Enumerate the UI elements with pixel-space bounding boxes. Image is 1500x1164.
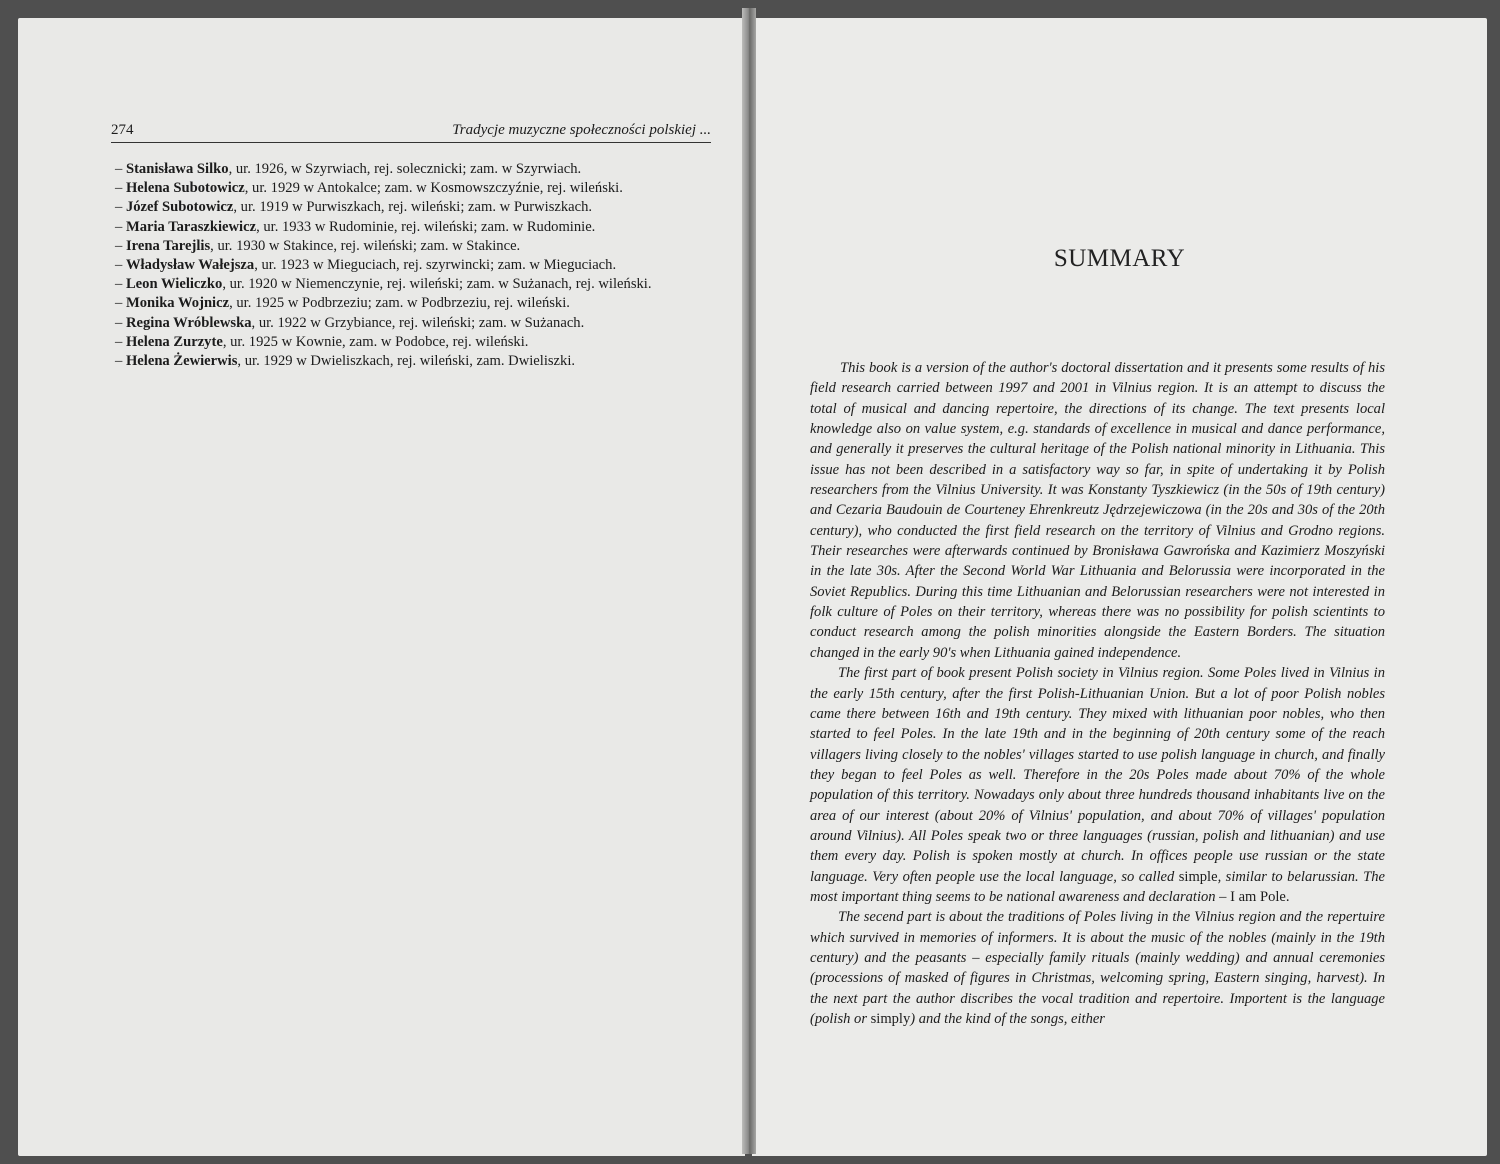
informant-details: , ur. 1933 w Rudominie, rej. wileński; zam. w Rudominie.	[256, 218, 596, 235]
informant-entry: – Regina Wróblewska, ur. 1922 w Grzybiance, rej. wileński; zam. w Sużanach.	[115, 314, 585, 331]
right-page	[752, 18, 1487, 1156]
informant-details: , ur. 1923 w Mieguciach, rej. szyrwincki; zam. w Mieguciach.	[254, 257, 617, 274]
informant-details: , ur. 1919 w Purwiszkach, rej. wileński; zam. w Purwiszkach.	[233, 199, 593, 216]
informant-entry: – Józef Subotowicz, ur. 1919 w Purwiszkach, rej. wileński; zam. w Purwiszkach.	[115, 199, 593, 216]
page-number: 274	[111, 122, 134, 138]
summary-heading: SUMMARY	[1053, 245, 1186, 272]
informant-entry: – Władysław Wałejsza, ur. 1923 w Mieguciach, rej. szyrwincki; zam. w Mieguciach.	[115, 257, 617, 274]
summary-segment: This book is a version of the author's doctoral dissertation and it presents some results of his field research carried between 1997 and 2001 in Vilnius region. It is an attempt to discuss the total of musical and dancing repertoire, the directions of its change. The text presents local knowledge also on value system, e.g. standards of excellence in musical and dance performance, and generally it preserves the cultural heritage of the Polish national minority in Lithuania. This issue has not been described in a satisfactory way so far, in spite of undertaking it by Polish researchers from the Vilnius University. It was Konstanty Tyszkiewicz (in the 50s of 19th century) and Cezaria Baudouin de Courteney Ehrenkreutz Jędrzejewiczowa (in the 20s and 30s of the 20th century), who conducted the first field research on the territory of Vilnius and Grodno regions. Their researches were afterwards continued by Bronisława Gawrońska and Kazimierz Moszyński in the late 30s. After the Second World War Lithuania and Belorussia were incorporated in the Soviet Republics. During this time Lithuanian and Belorussian researchers were not interested in folk culture of Poles on their territory, whereas there was no possibility for polish scientints to conduct research among the polish minorities alongside the Eastern Borders. The situation changed in the early 90's when Lithuania gained independence.	[810, 360, 1385, 661]
informant-name: Stanisława Silko	[125, 161, 229, 177]
summary-segment: simple	[1178, 868, 1218, 885]
left-page	[18, 18, 745, 1156]
informant-entry: – Irena Tarejlis, ur. 1930 w Stakince, rej. wileński; zam. w Stakince.	[115, 237, 521, 254]
informant-entry: – Helena Zurzyte, ur. 1925 w Kownie, zam. w Podobce, rej. wileński.	[115, 333, 529, 350]
summary-segment: ) and the kind of the songs, either	[910, 1011, 1105, 1027]
summary-segment: simply	[870, 1011, 911, 1027]
informant-name: Leon Wieliczko	[125, 276, 223, 293]
informant-details: , ur. 1920 w Niemenczynie, rej. wileński; zam. w Sużanach, rej. wileński.	[222, 276, 652, 293]
informant-entry: – Maria Taraszkiewicz, ur. 1933 w Rudominie, rej. wileński; zam. w Rudominie.	[115, 218, 596, 235]
informant-entry: – Monika Wojnicz, ur. 1925 w Podbrzeziu; zam. w Podbrzeziu, rej. wileński.	[115, 295, 570, 312]
summary-paragraph	[810, 907, 1385, 1029]
informant-details: , ur. 1925 w Podbrzeziu; zam. w Podbrzeziu, rej. wileński.	[229, 295, 570, 312]
informant-details: , ur. 1929 w Dwieliszkach, rej. wileński, zam. Dwieliszki.	[237, 353, 576, 370]
informant-details: , ur. 1929 w Antokalce; zam. w Kosmowszczyźnie, rej. wileński.	[244, 180, 623, 197]
informant-details: , ur. 1926, w Szyrwiach, rej. solecznicki; zam. w Szyrwiach.	[228, 161, 582, 177]
summary-segment: The secend part is about the traditions of Poles living in the Vilnius region and the repertuire which survived in memories of informers. It is about the music of the nobles (mainly in the 19th century) and the peasants – especially family rituals (mainly wedding) and annual ceremonies (processions of masked of figures in Christmas, welcoming spring, Eastern singing, harvest). In the next part the author discribes the vocal tradition and repertoire. Importent is the language (polish or	[810, 909, 1385, 1027]
informant-list	[115, 160, 725, 371]
informant-name: Regina Wróblewska	[125, 314, 252, 331]
informant-entry: – Leon Wieliczko, ur. 1920 w Niemenczynie, rej. wileński; zam. w Sużanach, rej. wileński.	[115, 276, 652, 293]
informant-details: , ur. 1922 w Grzybiance, rej. wileński; zam. w Sużanach.	[251, 314, 585, 331]
informant-entry: – Helena Żewierwis, ur. 1929 w Dwieliszkach, rej. wileński, zam. Dwieliszki.	[115, 353, 576, 370]
informant-details: , ur. 1930 w Stakince, rej. wileński; zam. w Stakince.	[210, 237, 521, 254]
summary-segment: , similar to belarussian. The most important thing seems to be national awareness and declaration –	[810, 868, 1385, 905]
summary-text	[810, 358, 1385, 1029]
running-title: Tradycje muzyczne społeczności polskiej ...	[452, 122, 711, 138]
summary-paragraph	[810, 358, 1385, 663]
informant-name: Helena Subotowicz	[125, 180, 245, 197]
informant-name: Władysław Wałejsza	[125, 257, 255, 274]
summary-paragraph	[810, 663, 1385, 907]
informant-name: Helena Żewierwis	[125, 353, 238, 370]
informant-name: Monika Wojnicz	[125, 295, 230, 312]
informant-name: Józef Subotowicz	[125, 199, 234, 216]
informant-name: Helena Zurzyte	[125, 333, 223, 350]
summary-segment: I am Pole.	[1230, 888, 1290, 905]
informant-name: Maria Taraszkiewicz	[125, 218, 257, 235]
informant-details: , ur. 1925 w Kownie, zam. w Podobce, rej. wileński.	[222, 333, 529, 350]
summary-segment: The first part of book present Polish society in Vilnius region. Some Poles lived in Vilnius in the early 15th century, after the first Polish-Lithuanian Union. But a lot of poor Polish nobles came there between 16th and 19th century. They mixed with lithuanian poor nobles, who then started to feel Poles. In the late 19th and in the beginning of 20th century some of the reach villagers living closely to the nobles' villages started to use polish language in church, and finally they began to feel Poles as well. Therefore in the 20s Poles made about 70% of the whole population of this territory. Nowadays only about three hundreds thousand inhabitants live on the area of our interest (about 20% of Vilnius' population, and about 70% of villages' population around Vilnius). All Poles speak two or three languages (russian, polish and lithuanian) and use them every day. Polish is spoken mostly at church. In offices people use russian or the state language. Very often people use the local language, so called	[810, 665, 1385, 885]
informant-entry: – Helena Subotowicz, ur. 1929 w Antokalce; zam. w Kosmowszczyźnie, rej. wileński.	[115, 180, 623, 197]
informant-name: Irena Tarejlis	[125, 237, 211, 254]
informant-entry: – Stanisława Silko, ur. 1926, w Szyrwiach, rej. solecznicki; zam. w Szyrwiach.	[115, 161, 582, 177]
page-header	[111, 120, 711, 143]
book-gutter	[742, 8, 756, 1154]
